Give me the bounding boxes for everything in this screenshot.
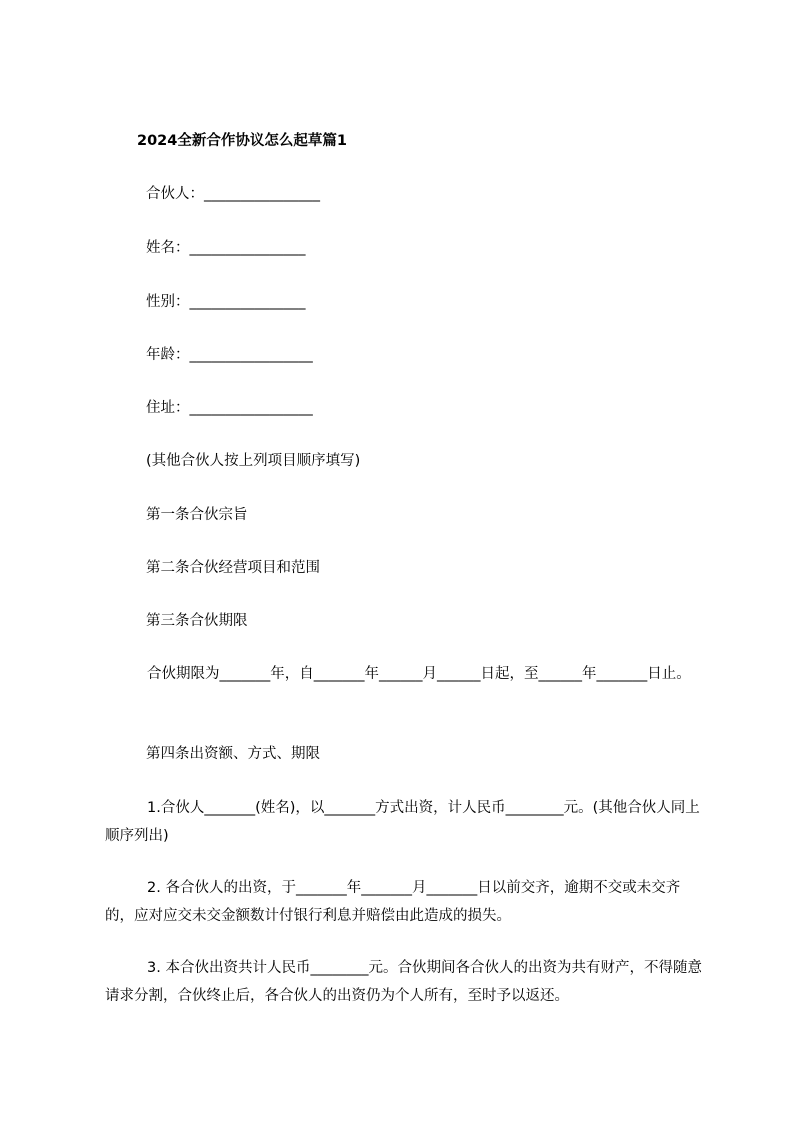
field-name: 姓名：________________: [146, 240, 306, 256]
article-3-text-content: 合伙期限为_______年，自_______年______月______日起，至______年_______日止。: [147, 666, 691, 682]
article-4-heading: 第四条出资额、方式、期限: [146, 746, 320, 762]
article-4-item-3: [105, 954, 705, 1010]
article-4-item-2: [105, 874, 705, 930]
field-gender: 性别：________________: [146, 294, 306, 310]
article-4-item-1-content: 1.合伙人_______(姓名)，以_______方式出资，计人民币________元。(其他合伙人同上顺序列出): [105, 800, 700, 844]
article-4-item-1: [105, 794, 705, 850]
fill-note: (其他合伙人按上列项目顺序填写): [146, 453, 361, 469]
article-1-heading: 第一条合伙宗旨: [146, 507, 248, 523]
article-4-item-2-content: 2. 各合伙人的出资，于_______年_______月_______日以前交齐，逾期不交或未交齐的，应对应交未交金额数计付银行利息并赔偿由此造成的损失。: [105, 880, 681, 924]
article-3-text: [105, 660, 705, 688]
article-3-heading: 第三条合伙期限: [146, 613, 248, 629]
article-4-item-3-content: 3. 本合伙出资共计人民币________元。合伙期间各合伙人的出资为共有财产，不得随意请求分割，合伙终止后，各合伙人的出资仍为个人所有，至时予以返还。: [105, 960, 702, 1004]
field-age: 年龄：_________________: [146, 347, 313, 363]
field-address: 住址：_________________: [146, 400, 313, 416]
field-partner: 合伙人：________________: [146, 186, 320, 202]
document-title: 2024全新合作协议怎么起草篇1: [137, 133, 347, 149]
article-2-heading: 第二条合伙经营项目和范围: [146, 560, 320, 576]
